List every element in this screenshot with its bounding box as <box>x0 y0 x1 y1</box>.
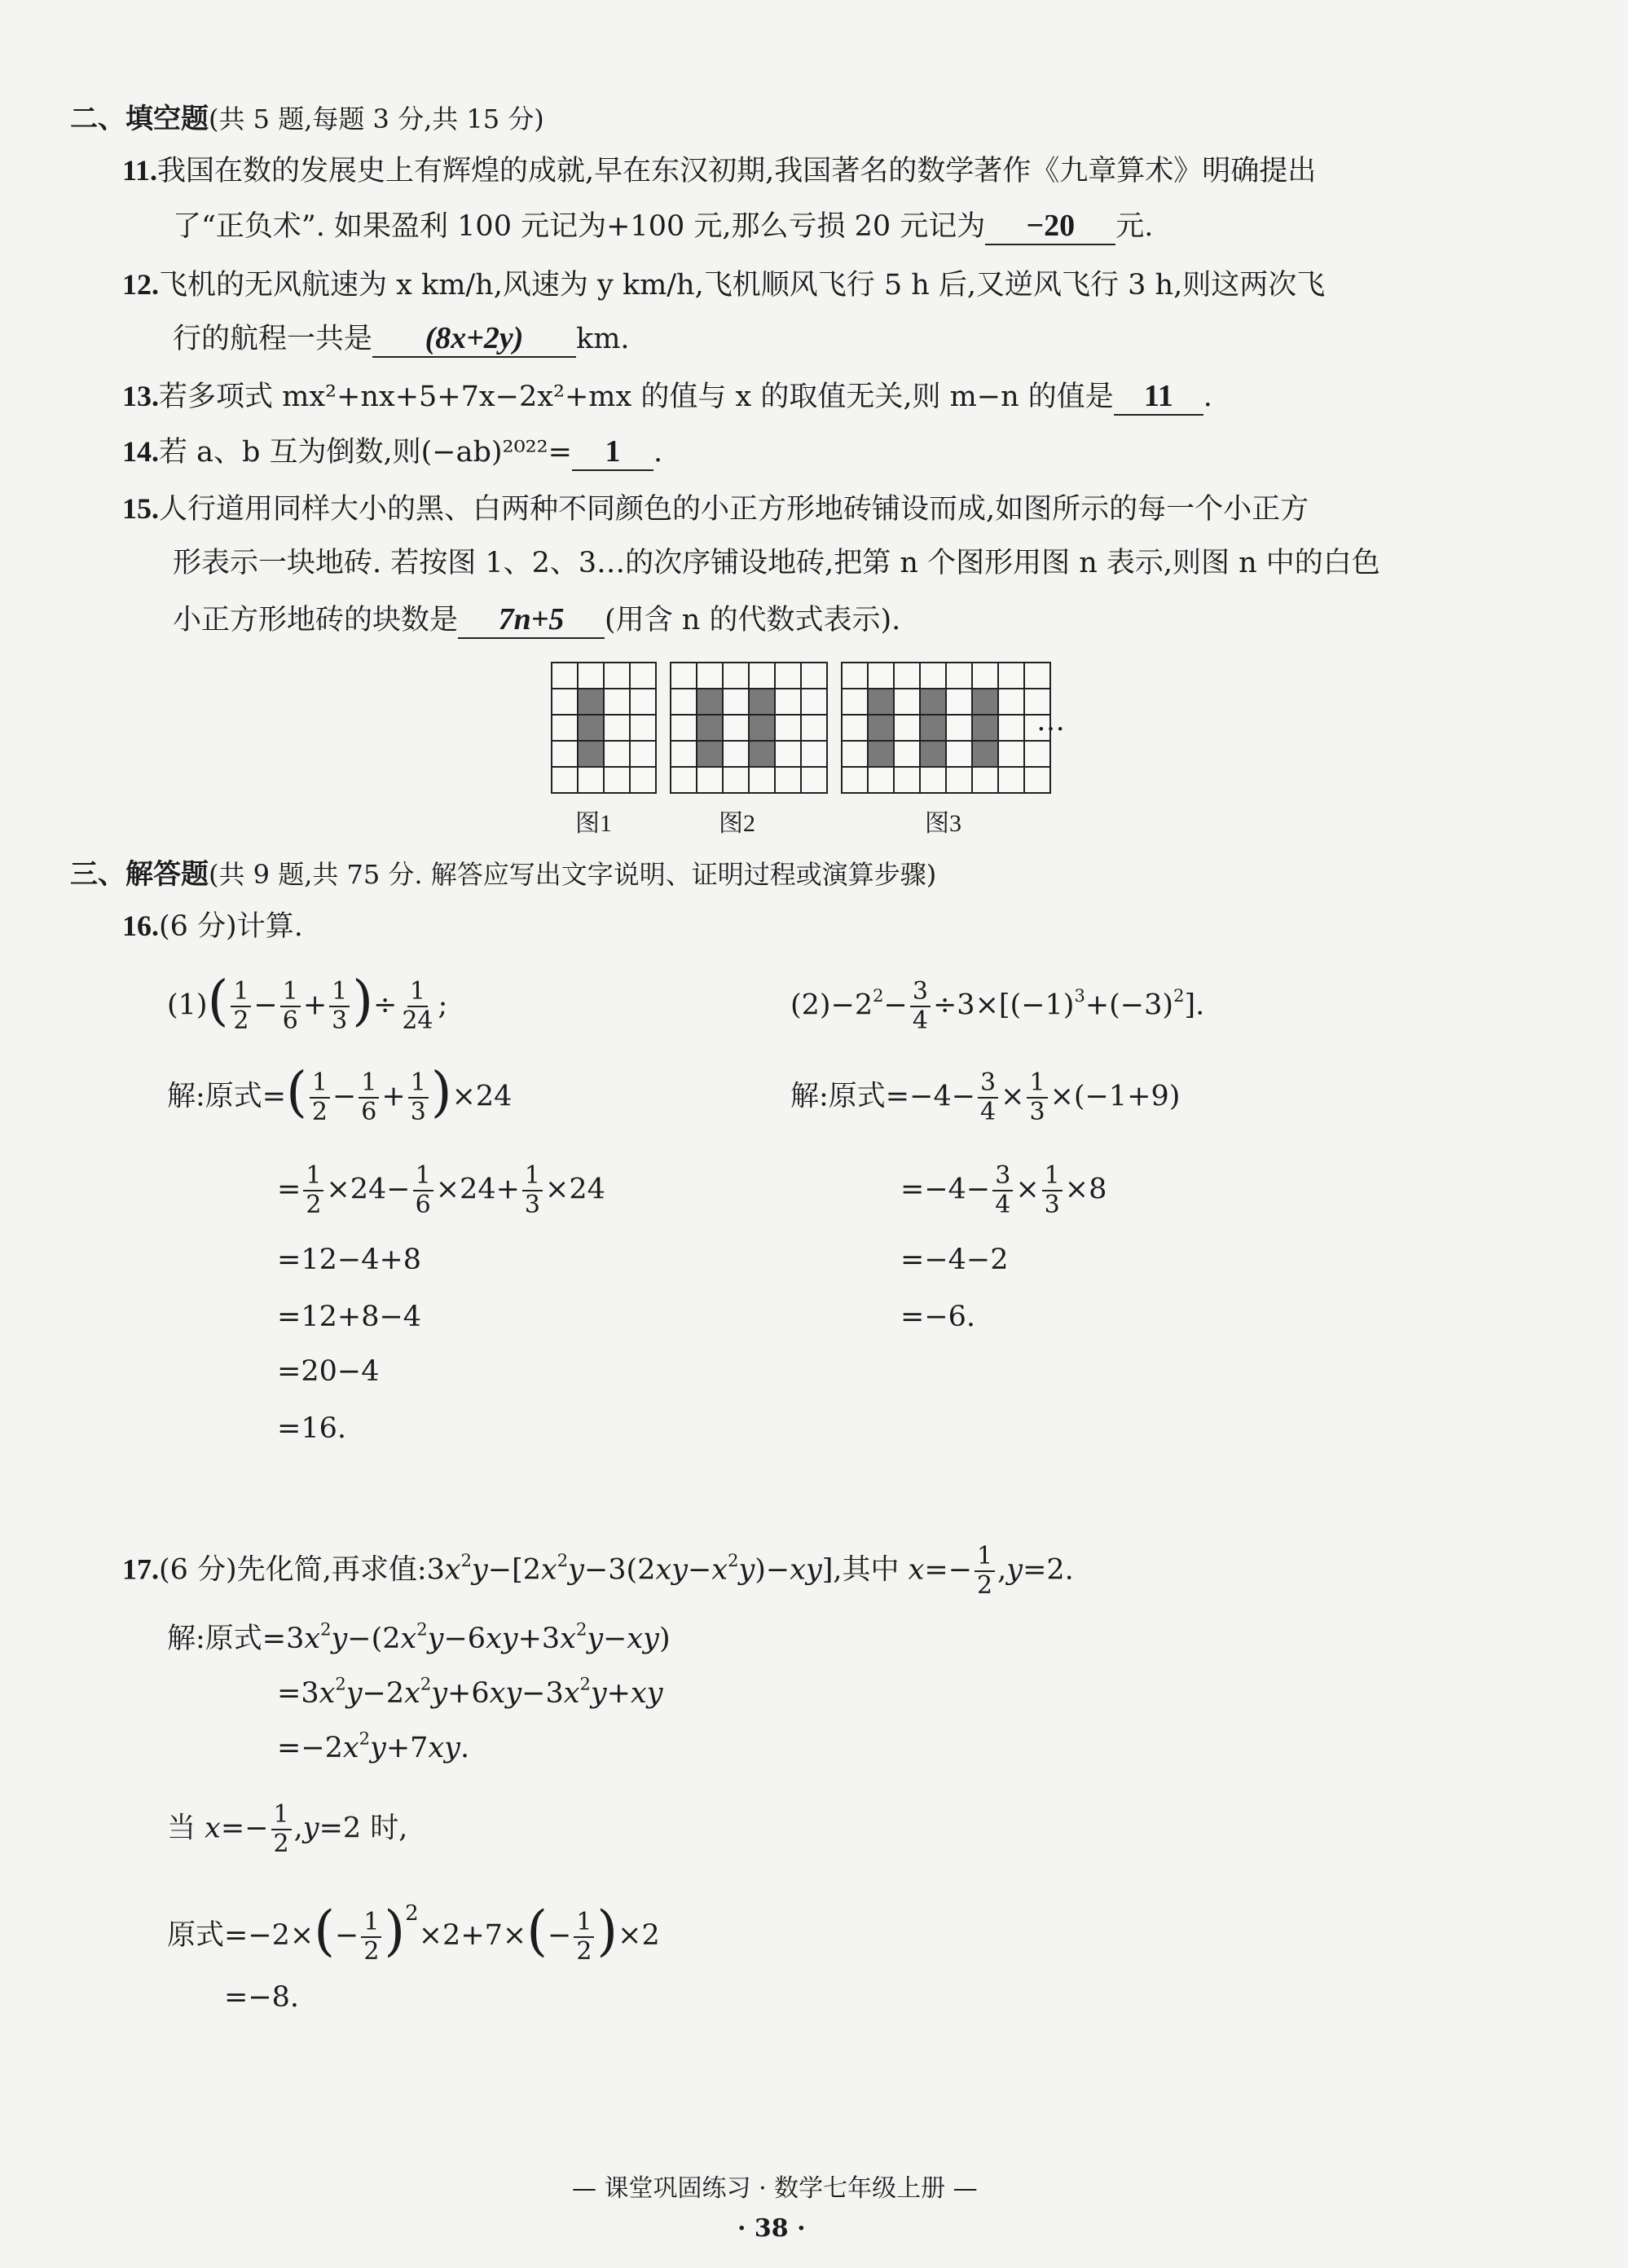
black-tile <box>578 741 604 767</box>
q16-part1-solution-label: 解:原式= <box>167 1080 287 1113</box>
white-tile <box>697 767 723 793</box>
white-tile <box>630 663 656 689</box>
question-13-text: 若多项式 mx²+nx+5+7x−2x²+mx 的值与 x 的取值无关,则 m−n 的值是 <box>159 381 1114 413</box>
white-tile <box>998 689 1024 715</box>
white-tile <box>801 715 827 741</box>
white-tile <box>801 741 827 767</box>
white-tile <box>1024 741 1050 767</box>
white-tile <box>842 689 868 715</box>
white-tile <box>630 741 656 767</box>
black-tile <box>972 741 998 767</box>
white-tile <box>552 663 578 689</box>
q16-part2-step: =−6. <box>900 1301 976 1333</box>
black-tile <box>697 741 723 767</box>
white-tile <box>920 767 946 793</box>
question-14-answer: 1 <box>572 434 653 471</box>
white-tile <box>946 715 972 741</box>
white-tile <box>842 741 868 767</box>
black-tile <box>868 741 894 767</box>
q17-step-3: $=-2x^2y+7xy$. <box>277 1729 470 1764</box>
black-tile <box>578 689 604 715</box>
question-15-line-1 <box>122 490 1309 528</box>
question-15-text-2: 形表示一块地砖. 若按图 1、2、3…的次序铺设地砖,把第 n 个图形用图 n 表示,则图 n 中的白色 <box>173 547 1380 579</box>
question-12-line-1 <box>122 266 1325 304</box>
q16-part2-problem: $(2)-2^2-$ $\frac{3}{4}$ $\div 3\times[(-1)^3+(-3)^2]$. <box>790 977 1205 1035</box>
white-tile <box>894 715 920 741</box>
white-tile <box>1024 767 1050 793</box>
white-tile <box>552 715 578 741</box>
white-tile <box>723 767 749 793</box>
black-tile <box>749 715 775 741</box>
section-2-header <box>70 96 544 136</box>
question-12-line-2 <box>173 320 630 358</box>
black-tile <box>578 715 604 741</box>
question-15-line-2 <box>173 544 1380 582</box>
white-tile <box>801 663 827 689</box>
white-tile <box>998 715 1024 741</box>
question-11-answer: −20 <box>985 208 1115 245</box>
white-tile <box>775 715 801 741</box>
q16-part1-label: (1) <box>167 989 208 1022</box>
white-tile <box>552 689 578 715</box>
white-tile <box>801 689 827 715</box>
white-tile <box>723 715 749 741</box>
white-tile <box>671 741 697 767</box>
question-14 <box>122 433 662 471</box>
white-tile <box>946 741 972 767</box>
white-tile <box>630 767 656 793</box>
tile-figures <box>551 662 1080 802</box>
white-tile <box>723 663 749 689</box>
white-tile <box>552 741 578 767</box>
white-tile <box>946 689 972 715</box>
white-tile <box>630 715 656 741</box>
q16-part2-solution-line-1: 解:原式=−4− $\frac{3}{4}$ × $\frac{1}{3}$ ×(−1+9) <box>790 1068 1181 1126</box>
white-tile <box>578 663 604 689</box>
question-15-answer: 7n+5 <box>458 601 605 639</box>
question-12-text-1: 飞机的无风航速为 x km/h,风速为 y km/h,飞机顺风飞行 5 h 后,又逆风飞行 3 h,则这两次飞 <box>159 269 1326 302</box>
white-tile <box>697 663 723 689</box>
white-tile <box>998 663 1024 689</box>
black-tile <box>920 741 946 767</box>
question-12-answer: (8x+2y) <box>372 320 576 358</box>
white-tile <box>723 741 749 767</box>
question-14-text: 若 a、b 互为倒数,则(−ab)²⁰²²= <box>159 436 573 469</box>
question-16-number: 16. <box>122 909 159 942</box>
question-14-number: 14. <box>122 435 159 468</box>
white-tile <box>868 663 894 689</box>
white-tile <box>972 767 998 793</box>
question-13 <box>122 377 1212 416</box>
q16-part2-solution-line-2: =−4− $\frac{3}{4}$ × $\frac{1}{3}$ ×8 <box>900 1161 1107 1219</box>
question-15-text-3b: (用含 n 的代数式表示). <box>605 604 901 636</box>
footer-title: — 课堂巩固练习 · 数学七年级上册 — <box>572 2174 978 2203</box>
question-13-answer: 11 <box>1114 378 1203 416</box>
q17-step-6: =−8. <box>224 1981 300 2014</box>
white-tile <box>946 663 972 689</box>
figure-1-caption: 图1 <box>575 810 612 837</box>
question-17-number: 17. <box>122 1552 159 1586</box>
q17-step-5: 原式=−2×(− $\frac{1}{2}$ )$^2$×2+7×(− $\frac{1}{2}$ )×2 <box>167 1900 660 1966</box>
white-tile <box>894 689 920 715</box>
q17-step-4: 当 x=− $\frac{1}{2}$ ,y=2 时, <box>167 1800 408 1858</box>
white-tile <box>920 663 946 689</box>
question-13-text-after: . <box>1203 381 1212 413</box>
white-tile <box>894 663 920 689</box>
white-tile <box>630 689 656 715</box>
question-15-text-1: 人行道用同样大小的黑、白两种不同颜色的小正方形地砖铺设而成,如图所示的每一个小正方 <box>159 493 1309 526</box>
white-tile <box>671 767 697 793</box>
question-11-line-1 <box>122 152 1316 190</box>
white-tile <box>749 663 775 689</box>
q16-part1-problem: (1)( $\frac{1}{2}$ − $\frac{1}{6}$ + $\frac{1}{3}$ )÷ $\frac{1}{24}$ ; <box>167 969 448 1035</box>
section-3-title: 三、解答题 <box>70 858 209 891</box>
white-tile <box>775 663 801 689</box>
black-tile <box>868 689 894 715</box>
black-tile <box>920 715 946 741</box>
white-tile <box>775 767 801 793</box>
black-tile <box>972 689 998 715</box>
white-tile <box>671 715 697 741</box>
white-tile <box>604 715 630 741</box>
white-tile <box>552 767 578 793</box>
tile-pattern-svg <box>551 662 1080 802</box>
white-tile <box>604 663 630 689</box>
white-tile <box>604 741 630 767</box>
question-15-text-3: 小正方形地砖的块数是 <box>173 604 459 636</box>
question-15-line-3 <box>173 601 900 639</box>
white-tile <box>1024 663 1050 689</box>
page-number: · 38 · <box>737 2214 806 2243</box>
q16-part1-solution-line-2: = $\frac{1}{2}$ ×24− $\frac{1}{6}$ ×24+ $\frac{1}{3}$ ×24 <box>277 1161 605 1219</box>
black-tile <box>749 741 775 767</box>
q16-part1-step: =16. <box>277 1412 346 1445</box>
section-2-title: 二、填空题 <box>70 103 209 135</box>
section-3-header <box>70 852 936 892</box>
white-tile <box>998 741 1024 767</box>
question-11-line-2 <box>173 208 1153 245</box>
question-15-number: 15. <box>122 492 159 525</box>
question-11-number: 11. <box>122 154 158 187</box>
black-tile <box>920 689 946 715</box>
white-tile <box>775 689 801 715</box>
question-16-title <box>122 907 303 945</box>
section-3-note: (共 9 题,共 75 分. 解答应写出文字说明、证明过程或演算步骤) <box>209 859 937 890</box>
q16-part1-step: =12+8−4 <box>277 1301 422 1333</box>
question-13-number: 13. <box>122 380 159 412</box>
figure-ellipsis: … <box>1036 705 1065 738</box>
q16-part1-step: =12−4+8 <box>277 1244 422 1276</box>
question-12-text-2b: km. <box>576 323 630 355</box>
white-tile <box>842 715 868 741</box>
black-tile <box>972 715 998 741</box>
q16-part2-solution-label: 解:原式=−4− <box>790 1080 976 1113</box>
question-14-text-after: . <box>653 436 663 469</box>
question-12-number: 12. <box>122 268 159 301</box>
q16-part1-solution-line-1: 解:原式=( $\frac{1}{2}$ − $\frac{1}{6}$ + $\frac{1}{3}$ )×24 <box>167 1060 513 1126</box>
white-tile <box>723 689 749 715</box>
question-11-text-1: 我国在数的发展史上有辉煌的成就,早在东汉初期,我国著名的数学著作《九章算术》明确提出 <box>157 155 1317 187</box>
white-tile <box>604 689 630 715</box>
question-11-text-2: 了“正负术”. 如果盈利 100 元记为+100 元,那么亏损 20 元记为 <box>173 210 986 243</box>
white-tile <box>749 767 775 793</box>
question-16-text: (6 分)计算. <box>159 910 303 943</box>
white-tile <box>842 663 868 689</box>
white-tile <box>946 767 972 793</box>
section-2-note: (共 5 题,每题 3 分,共 15 分) <box>209 103 544 134</box>
figure-2-caption: 图2 <box>719 810 755 837</box>
white-tile <box>578 767 604 793</box>
black-tile <box>697 689 723 715</box>
figure-3-caption: 图3 <box>925 810 961 837</box>
q16-part2-step: =−4−2 <box>900 1244 1009 1276</box>
white-tile <box>972 663 998 689</box>
black-tile <box>697 715 723 741</box>
question-12-text-2: 行的航程一共是 <box>173 323 373 355</box>
white-tile <box>894 741 920 767</box>
white-tile <box>671 689 697 715</box>
white-tile <box>604 767 630 793</box>
white-tile <box>801 767 827 793</box>
white-tile <box>868 767 894 793</box>
q16-part1-step: =20−4 <box>277 1355 380 1388</box>
white-tile <box>671 663 697 689</box>
white-tile <box>775 741 801 767</box>
black-tile <box>749 689 775 715</box>
question-11-text-2b: 元. <box>1115 210 1154 243</box>
black-tile <box>868 715 894 741</box>
q17-step-1: 解:原式$=3x^2y-(2x^2y-6xy+3x^2y-xy)$ <box>167 1619 671 1655</box>
question-17-title: 17.(6 分)先化简,再求值$:3x^2y-[2x^2y-3(2xy-x^2y)-xy]$,其中 x=− $\frac{1}{2}$ ,y=2. <box>122 1542 1074 1600</box>
white-tile <box>894 767 920 793</box>
white-tile <box>842 767 868 793</box>
q17-step-2: $=3x^2y-2x^2y+6xy-3x^2y+xy$ <box>277 1674 663 1710</box>
white-tile <box>998 767 1024 793</box>
